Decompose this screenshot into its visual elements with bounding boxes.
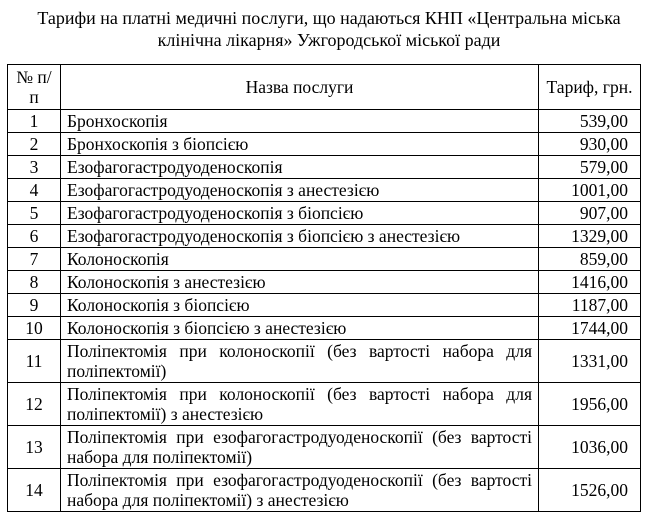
table-row (8, 225, 641, 248)
service-name: Колоноскопія з біопсією з анестезією (61, 317, 539, 340)
table-row (8, 202, 641, 225)
row-number: 9 (8, 294, 61, 317)
service-price: 579,00 (539, 156, 641, 179)
row-number: 13 (8, 426, 61, 469)
service-price: 907,00 (539, 202, 641, 225)
row-number: 11 (8, 340, 61, 383)
service-price: 1187,00 (539, 294, 641, 317)
row-number: 2 (8, 133, 61, 156)
service-price: 1036,00 (539, 426, 641, 469)
service-name: Езофагогастродуоденоскопія (61, 156, 539, 179)
row-number: 5 (8, 202, 61, 225)
header-service-name: Назва послуги (61, 65, 539, 110)
table-row (8, 317, 641, 340)
row-number: 12 (8, 383, 61, 426)
service-price: 1001,00 (539, 179, 641, 202)
service-name: Колоноскопія з анестезією (61, 271, 539, 294)
service-name: Бронхоскопія (61, 110, 539, 133)
row-number: 3 (8, 156, 61, 179)
service-name: Поліпектомія при езофагогастродуоденоскопії (без вартості набора для поліпектомії) з анестезією (61, 469, 539, 512)
service-price: 1329,00 (539, 225, 641, 248)
service-name: Поліпектомія при колоноскопії (без вартості набора для поліпектомії) з анестезією (61, 383, 539, 426)
table-row (8, 248, 641, 271)
header-price: Тариф, грн. (539, 65, 641, 110)
header-row (8, 65, 641, 110)
row-number: 6 (8, 225, 61, 248)
service-price: 539,00 (539, 110, 641, 133)
table-row (8, 156, 641, 179)
table-row (8, 340, 641, 383)
service-price: 1526,00 (539, 469, 641, 512)
table-row (8, 110, 641, 133)
service-name: Колоноскопія з біопсією (61, 294, 539, 317)
document-title: Тарифи на платні медичні послуги, що надаються КНП «Центральна міська клінічна лікарня» Ужгородської міської ради (37, 8, 621, 50)
tariffs-table (7, 64, 641, 512)
table-row (8, 383, 641, 426)
service-price: 1956,00 (539, 383, 641, 426)
service-price: 1744,00 (539, 317, 641, 340)
service-name: Поліпектомія при езофагогастродуоденоскопії (без вартості набора для поліпектомії) (61, 426, 539, 469)
service-price: 859,00 (539, 248, 641, 271)
row-number: 7 (8, 248, 61, 271)
service-name: Езофагогастродуоденоскопія з анестезією (61, 179, 539, 202)
row-number: 1 (8, 110, 61, 133)
header-number: № п/п (8, 65, 61, 110)
service-name: Езофагогастродуоденоскопія з біопсією з анестезією (61, 225, 539, 248)
service-price: 1331,00 (539, 340, 641, 383)
table-row (8, 179, 641, 202)
table-row (8, 426, 641, 469)
service-name: Бронхоскопія з біопсією (61, 133, 539, 156)
table-row (8, 469, 641, 512)
table-row (8, 271, 641, 294)
table-header (8, 65, 641, 110)
service-name: Езофагогастродуоденоскопія з біопсією (61, 202, 539, 225)
service-name: Поліпектомія при колоноскопії (без вартості набора для поліпектомії) (61, 340, 539, 383)
table-row (8, 294, 641, 317)
service-price: 1416,00 (539, 271, 641, 294)
row-number: 4 (8, 179, 61, 202)
row-number: 14 (8, 469, 61, 512)
service-price: 930,00 (539, 133, 641, 156)
row-number: 8 (8, 271, 61, 294)
table-row (8, 133, 641, 156)
service-name: Колоноскопія (61, 248, 539, 271)
row-number: 10 (8, 317, 61, 340)
